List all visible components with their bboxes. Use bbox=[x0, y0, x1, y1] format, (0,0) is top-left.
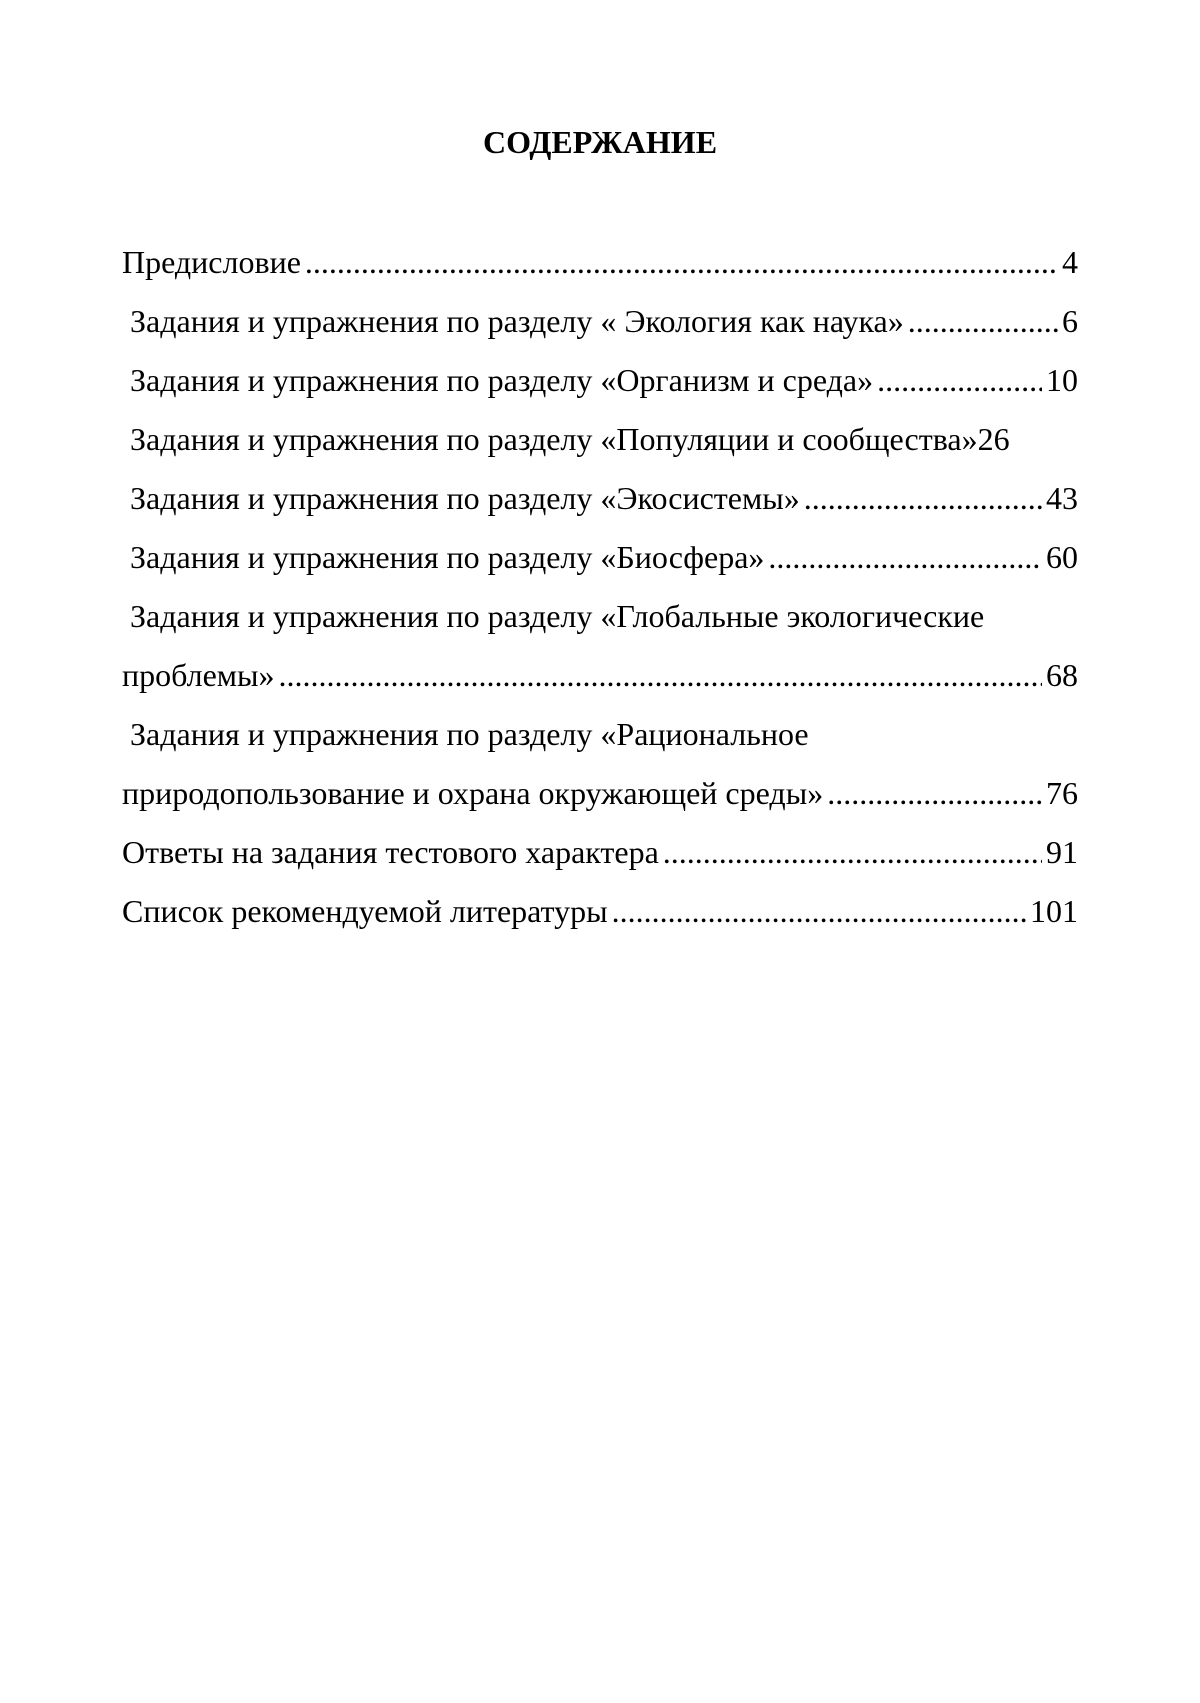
toc-entry-title: Предисловие bbox=[122, 244, 301, 280]
toc-entry-title: Задания и упражнения по разделу « Экология как наука» bbox=[130, 303, 904, 339]
page-title: СОДЕРЖАНИЕ bbox=[482, 124, 718, 160]
toc-entry-page: 60 bbox=[1046, 539, 1078, 575]
toc-entry bbox=[122, 764, 1078, 823]
toc-entry bbox=[122, 646, 1078, 705]
dot-leader bbox=[908, 292, 1058, 351]
toc-entry-title: Список рекомендуемой литературы bbox=[122, 893, 608, 929]
toc-entry-page: 91 bbox=[1046, 834, 1078, 870]
toc-entry bbox=[122, 528, 1078, 587]
toc-entry-page: 4 bbox=[1062, 244, 1078, 280]
toc-entry bbox=[122, 410, 1078, 469]
toc-entry bbox=[122, 882, 1078, 941]
toc-entry-title: Задания и упражнения по разделу «Организм и среда» bbox=[130, 362, 874, 398]
dot-leader bbox=[612, 882, 1026, 941]
toc-entry-title: Задания и упражнения по разделу «Экосистемы» bbox=[130, 480, 800, 516]
toc-entry-title-line1: Задания и упражнения по разделу «Глобальные экологические bbox=[130, 598, 985, 634]
toc-entry-page: 43 bbox=[1046, 480, 1078, 516]
toc-entry-page: 6 bbox=[1062, 303, 1078, 339]
toc-entry bbox=[122, 292, 1078, 351]
toc-entry-title-line2: проблемы» bbox=[122, 657, 275, 693]
dot-leader bbox=[877, 351, 1042, 410]
toc-entry-title-line2: природопользование и охрана окружающей среды» bbox=[122, 775, 824, 811]
toc-entry-page: 26 bbox=[977, 421, 1010, 457]
toc-entry bbox=[122, 351, 1078, 410]
dot-leader bbox=[768, 528, 1042, 587]
toc-entry-title: Задания и упражнения по разделу «Биосфера» bbox=[130, 539, 765, 575]
toc-entry bbox=[122, 469, 1078, 528]
toc-entry bbox=[122, 233, 1078, 292]
dot-leader bbox=[279, 646, 1042, 705]
dot-leader bbox=[305, 233, 1058, 292]
dot-leader bbox=[827, 764, 1042, 823]
toc-entry-title: Ответы на задания тестового характера bbox=[122, 834, 659, 870]
dot-leader bbox=[663, 823, 1042, 882]
toc-entry-page: 101 bbox=[1030, 893, 1078, 929]
toc-entry-page: 76 bbox=[1046, 775, 1078, 811]
toc-entry-page: 10 bbox=[1046, 362, 1078, 398]
toc-entry bbox=[122, 823, 1078, 882]
table-of-contents bbox=[122, 233, 1078, 941]
toc-entry-title-line1: Задания и упражнения по разделу «Рациональное bbox=[130, 716, 809, 752]
toc-entry-page: 68 bbox=[1046, 657, 1078, 693]
toc-entry-title: Задания и упражнения по разделу «Популяции и сообщества» bbox=[130, 421, 978, 457]
dot-leader bbox=[804, 469, 1042, 528]
